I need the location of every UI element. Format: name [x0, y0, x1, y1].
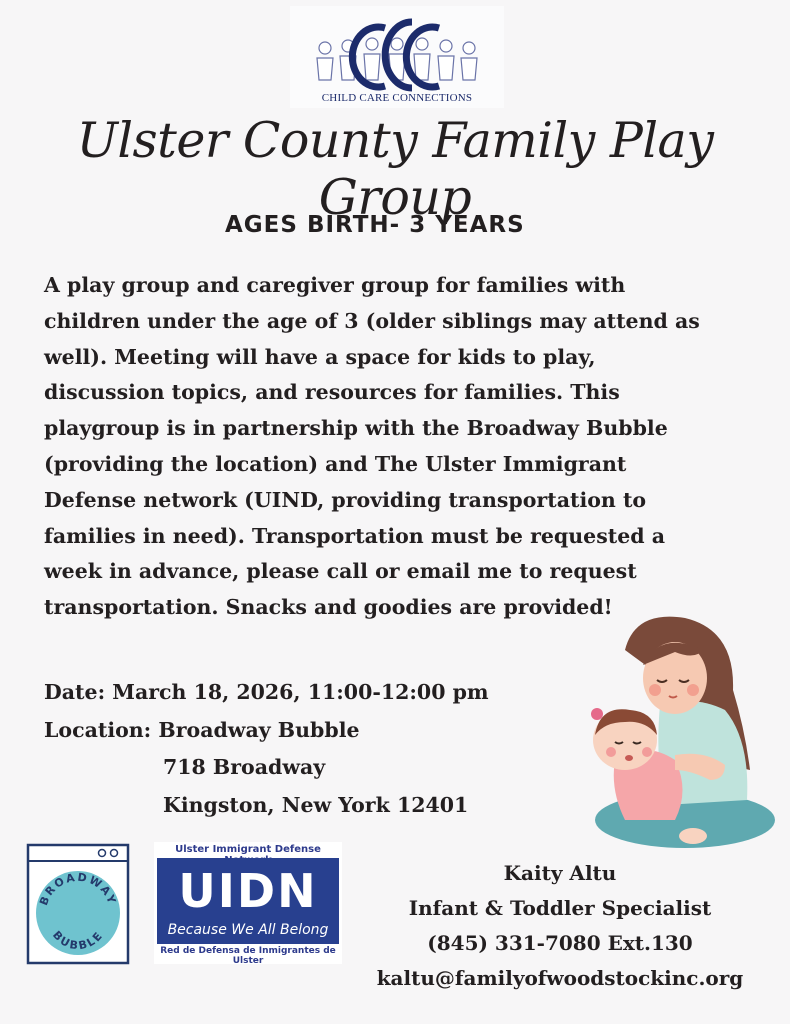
uidn-letters: UIDN	[178, 864, 318, 918]
description-line: Defense network (UIND, providing transportation to	[44, 487, 647, 512]
contact-phone[interactable]: (845) 331-7080 Ext.130	[427, 931, 693, 955]
event-address-line2: Kingston, New York 12401	[163, 792, 469, 817]
page-title: Ulster County Family Play Group	[76, 112, 714, 226]
uidn-logo	[154, 842, 342, 964]
child-care-connections-logo	[290, 6, 504, 108]
description-line: children under the age of 3 (older siblings may attend as	[44, 308, 700, 333]
description-line: (providing the location) and The Ulster Immigrant	[44, 451, 627, 476]
event-date: Date: March 18, 2026, 11:00-12:00 pm	[44, 680, 489, 704]
event-details	[44, 674, 489, 824]
description-line: well). Meeting will have a space for kids to play,	[44, 344, 596, 369]
description-line: A play group and caregiver group for families with	[44, 273, 626, 297]
age-range-subtitle: AGES BIRTH- 3 YEARS	[225, 212, 525, 238]
contact-info	[350, 856, 770, 996]
uidn-spanish-name: Red de Defensa de Inmigrantes de Ulster	[160, 946, 336, 966]
description-line: playgroup is in partnership with the Broadway Bubble	[44, 416, 668, 441]
description-line: week in advance, please call or email me to request	[44, 559, 637, 584]
description-line: discussion topics, and resources for families. This	[44, 380, 620, 405]
uidn-network-name: Ulster Immigrant Defense	[175, 844, 321, 855]
mother-and-baby-illustration	[575, 610, 775, 860]
event-address-line1: 718 Broadway	[163, 755, 326, 779]
broadway-bubble-logo	[26, 843, 130, 965]
uidn-badge	[157, 858, 339, 944]
contact-name: Kaity Altu	[503, 861, 617, 885]
uidn-tagline: Because We All Belong	[167, 922, 329, 938]
description-line: families in need). Transportation must be requested a	[44, 523, 666, 548]
logo-name: CHILD CARE CONNECTIONS	[321, 92, 473, 104]
description-line: transportation. Snacks and goodies are provided!	[44, 595, 613, 620]
event-location: Location: Broadway Bubble	[44, 717, 360, 742]
contact-email[interactable]: kaltu@familyofwoodstockinc.org	[376, 966, 744, 990]
children-circle-logo-icon	[290, 6, 504, 96]
svg-text:BROADWAY: BROADWAY	[37, 870, 119, 908]
description	[44, 268, 744, 626]
contact-role: Infant & Toddler Specialist	[408, 896, 712, 920]
svg-text:BUBBLE: BUBBLE	[49, 928, 106, 953]
